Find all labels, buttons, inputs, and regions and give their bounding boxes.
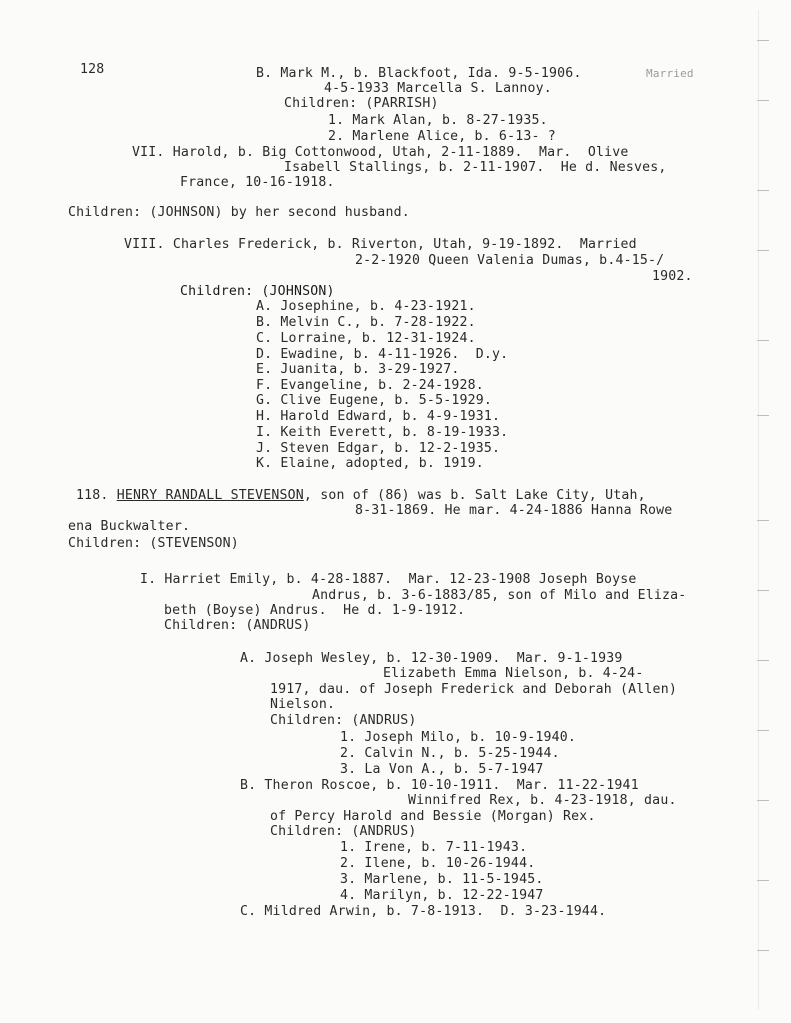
margin-tick [757,950,769,951]
text-line: I. Harriet Emily, b. 4-28-1887. Mar. 12-23-1908 Joseph Boyse [140,572,637,587]
margin-tick [757,40,769,41]
text-line: Isabell Stallings, b. 2-11-1907. He d. Nesves, [284,160,667,175]
margin-tick [757,730,769,731]
margin-tick [757,100,769,101]
text-line: VII. Harold, b. Big Cottonwood, Utah, 2-11-1889. Mar. Olive [132,145,629,160]
text-line: Children: (STEVENSON) [68,536,239,551]
text-line: I. Keith Everett, b. 8-19-1933. [256,425,509,440]
text-line: Andrus, b. 3-6-1883/85, son of Milo and Eliza- [312,588,687,603]
text-line: 1. Irene, b. 7-11-1943. [340,840,528,855]
text-line: 2-2-1920 Queen Valenia Dumas, b.4-15-/ [355,253,665,268]
page-number: 128 [80,62,105,77]
page-edge-line [758,10,759,1010]
text-line: Children: (ANDRUS) [270,824,417,839]
entry-number: 118. [76,488,117,503]
entry-heading-rest: , son of (86) was b. Salt Lake City, Utah, [303,488,646,503]
text-line: 4. Marilyn, b. 12-22-1947 [340,888,544,903]
text-line: B. Mark M., b. Blackfoot, Ida. 9-5-1906. [256,66,582,81]
text-line: 3. Marlene, b. 11-5-1945. [340,872,544,887]
text-line: H. Harold Edward, b. 4-9-1931. [256,409,501,424]
text-line: Children: (ANDRUS) [270,713,417,728]
margin-tick [757,880,769,881]
text-line: 3. La Von A., b. 5-7-1947 [340,762,544,777]
text-line: 2. Ilene, b. 10-26-1944. [340,856,536,871]
text-line: G. Clive Eugene, b. 5-5-1929. [256,393,493,408]
text-line: 2. Marlene Alice, b. 6-13- ? [328,129,556,144]
text-line: K. Elaine, adopted, b. 1919. [256,456,484,471]
margin-tick [757,520,769,521]
text-line: Children: (PARRISH) [284,96,439,111]
margin-tick [757,340,769,341]
text-line-faint: Married [646,67,694,80]
text-line: 8-31-1869. He mar. 4-24-1886 Hanna Rowe [355,503,673,518]
margin-tick [757,250,769,251]
margin-tick [757,660,769,661]
text-line: Children: (JOHNSON) [180,284,335,299]
text-line: beth (Boyse) Andrus. He d. 1-9-1912. [164,603,466,618]
margin-tick [757,800,769,801]
text-line: 1. Joseph Milo, b. 10-9-1940. [340,730,577,745]
entry-heading-line [76,488,646,503]
text-line: C. Mildred Arwin, b. 7-8-1913. D. 3-23-1944. [240,904,607,919]
text-line: 1902. [652,269,693,284]
text-line: 1. Mark Alan, b. 8-27-1935. [328,113,548,128]
text-line: C. Lorraine, b. 12-31-1924. [256,331,476,346]
text-line: E. Juanita, b. 3-29-1927. [256,362,460,377]
text-line: Children: (JOHNSON) by her second husband. [68,205,410,220]
text-line: F. Evangeline, b. 2-24-1928. [256,378,484,393]
text-line: ena Buckwalter. [68,519,191,534]
text-line: Nielson. [270,697,336,712]
text-line: A. Joseph Wesley, b. 12-30-1909. Mar. 9-1-1939 [240,651,623,666]
text-line: D. Ewadine, b. 4-11-1926. D.y. [256,347,509,362]
text-line: B. Theron Roscoe, b. 10-10-1911. Mar. 11-22-1941 [240,778,639,793]
text-line: Children: (ANDRUS) [164,618,311,633]
text-line: B. Melvin C., b. 7-28-1922. [256,315,476,330]
text-line: VIII. Charles Frederick, b. Riverton, Utah, 9-19-1892. Married [124,237,637,252]
margin-tick [757,590,769,591]
text-line: Elizabeth Emma Nielson, b. 4-24- [383,666,644,681]
text-line: Winnifred Rex, b. 4-23-1918, dau. [408,793,677,808]
text-line: of Percy Harold and Bessie (Morgan) Rex. [270,809,596,824]
text-line: J. Steven Edgar, b. 12-2-1935. [256,441,501,456]
text-line: A. Josephine, b. 4-23-1921. [256,299,476,314]
text-line: 4-5-1933 Marcella S. Lannoy. [324,81,552,96]
text-line: 1917, dau. of Joseph Frederick and Deborah (Allen) [270,682,677,697]
margin-tick [757,190,769,191]
text-line: 2. Calvin N., b. 5-25-1944. [340,746,560,761]
text-line: France, 10-16-1918. [180,175,335,190]
margin-tick [757,415,769,416]
entry-name: HENRY RANDALL STEVENSON [116,488,304,503]
